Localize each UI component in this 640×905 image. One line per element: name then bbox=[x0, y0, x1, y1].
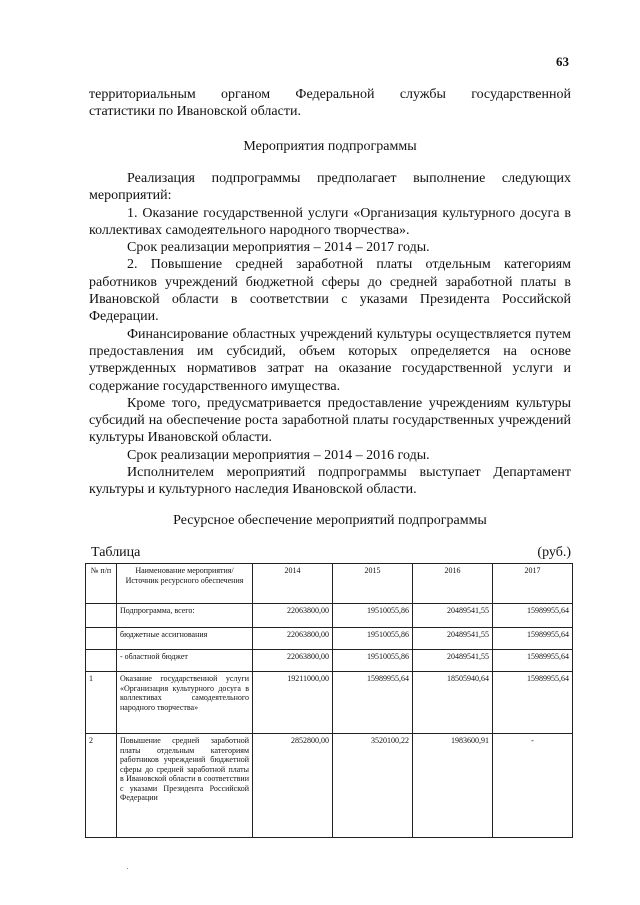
paragraph-executor: Исполнителем мероприятий подпрограммы выступает Департамент культуры и культурного наследия Ивановской области. bbox=[89, 465, 571, 498]
cell-name: Повышение средней заработной платы отдельным категориям работников учреждений бюджетной сферы до средней заработной платы в Ивановской области в соответствии с указами Президента Российской Федерации bbox=[117, 734, 253, 838]
table-row bbox=[86, 650, 573, 672]
table-title: Ресурсное обеспечение мероприятий подпрограммы bbox=[173, 513, 487, 528]
cell-num: 1 bbox=[86, 672, 117, 734]
cell-2016: 1983600,91 bbox=[413, 734, 493, 838]
paragraph-subsidies: Кроме того, предусматривается предоставление учреждениям культуры субсидий на обеспечение роста заработной платы государственных учреждений культуры Ивановской области. bbox=[89, 395, 571, 446]
header-2017: 2017 bbox=[493, 564, 573, 604]
cell-2017: 15989955,64 bbox=[493, 672, 573, 734]
paragraph-term-1: Срок реализации мероприятия – 2014 – 2017 годы. bbox=[127, 240, 430, 256]
cell-2014: 2852800,00 bbox=[253, 734, 333, 838]
table-row bbox=[86, 604, 573, 628]
cell-num bbox=[86, 628, 117, 650]
table-label: Таблица bbox=[91, 545, 141, 560]
header-name: Наименование мероприятия/Источник ресурсного обеспечения bbox=[117, 564, 253, 604]
cell-num: 2 bbox=[86, 734, 117, 838]
header-num: № п/п bbox=[86, 564, 117, 604]
header-2016: 2016 bbox=[413, 564, 493, 604]
cell-2016: 20489541,55 bbox=[413, 650, 493, 672]
table-row bbox=[86, 734, 573, 838]
table-header-row bbox=[86, 564, 573, 604]
body-text bbox=[89, 170, 571, 499]
header-2014: 2014 bbox=[253, 564, 333, 604]
paragraph-implementation: Реализация подпрограммы предполагает выполнение следующих мероприятий: bbox=[89, 171, 571, 204]
intro-word: Федеральной bbox=[295, 87, 375, 102]
table-row bbox=[86, 672, 573, 734]
cell-2014: 22063800,00 bbox=[253, 628, 333, 650]
cell-2016: 20489541,55 bbox=[413, 604, 493, 628]
cell-2016: 20489541,55 bbox=[413, 628, 493, 650]
intro-word: службы bbox=[399, 87, 446, 102]
intro-line-1 bbox=[89, 86, 571, 103]
intro-word: органом bbox=[221, 87, 271, 102]
intro-word: государственной bbox=[471, 87, 571, 102]
cell-2014: 22063800,00 bbox=[253, 604, 333, 628]
cell-2017: 15989955,64 bbox=[493, 650, 573, 672]
cell-2016: 18505940,64 bbox=[413, 672, 493, 734]
scan-speck bbox=[127, 868, 128, 869]
cell-2015: 19510055,86 bbox=[333, 628, 413, 650]
cell-2014: 19211000,00 bbox=[253, 672, 333, 734]
intro-word: территориальным bbox=[89, 87, 196, 102]
cell-2015: 15989955,64 bbox=[333, 672, 413, 734]
cell-2015: 19510055,86 bbox=[333, 604, 413, 628]
cell-name: - областной бюджет bbox=[117, 650, 253, 672]
cell-2014: 22063800,00 bbox=[253, 650, 333, 672]
paragraph-term-2: Срок реализации мероприятия – 2014 – 2016 годы. bbox=[127, 447, 430, 463]
cell-name: Оказание государственной услуги «Организация культурного досуга в коллективах самодеятельного народного творчества» bbox=[117, 672, 253, 734]
table-label-row bbox=[91, 545, 571, 563]
page-number: 63 bbox=[556, 54, 569, 69]
cell-name: бюджетные ассигнования bbox=[117, 628, 253, 650]
paragraph-financing: Финансирование областных учреждений культуры осуществляется путем предоставления им субсидий, объем которых определяется на основе утвержденных нормативов затрат на оказание государственной услуги и содержание государственного имущества. bbox=[89, 326, 571, 394]
header-2015: 2015 bbox=[333, 564, 413, 604]
cell-2017: 15989955,64 bbox=[493, 604, 573, 628]
cell-num bbox=[86, 650, 117, 672]
cell-2015: 3520100,22 bbox=[333, 734, 413, 838]
table-unit: (руб.) bbox=[537, 545, 571, 560]
paragraph-measure-1: 1. Оказание государственной услуги «Организация культурного досуга в коллективах самодеятельного народного творчества». bbox=[89, 205, 571, 238]
cell-2017: - bbox=[493, 734, 573, 838]
intro-paragraph bbox=[89, 86, 571, 121]
section-title: Мероприятия подпрограммы bbox=[243, 139, 417, 154]
intro-line-2: статистики по Ивановской области. bbox=[89, 104, 301, 120]
table-row bbox=[86, 628, 573, 650]
cell-num bbox=[86, 604, 117, 628]
cell-2015: 19510055,86 bbox=[333, 650, 413, 672]
paragraph-measure-2: 2. Повышение средней заработной платы отдельным категориям работников учреждений бюджетной сферы до средней заработной платы в Ивановской области в соответствии с указами Президента Российской Федерации. bbox=[89, 257, 571, 325]
resource-table bbox=[85, 563, 573, 838]
cell-name: Подпрограмма, всего: bbox=[117, 604, 253, 628]
cell-2017: 15989955,64 bbox=[493, 628, 573, 650]
